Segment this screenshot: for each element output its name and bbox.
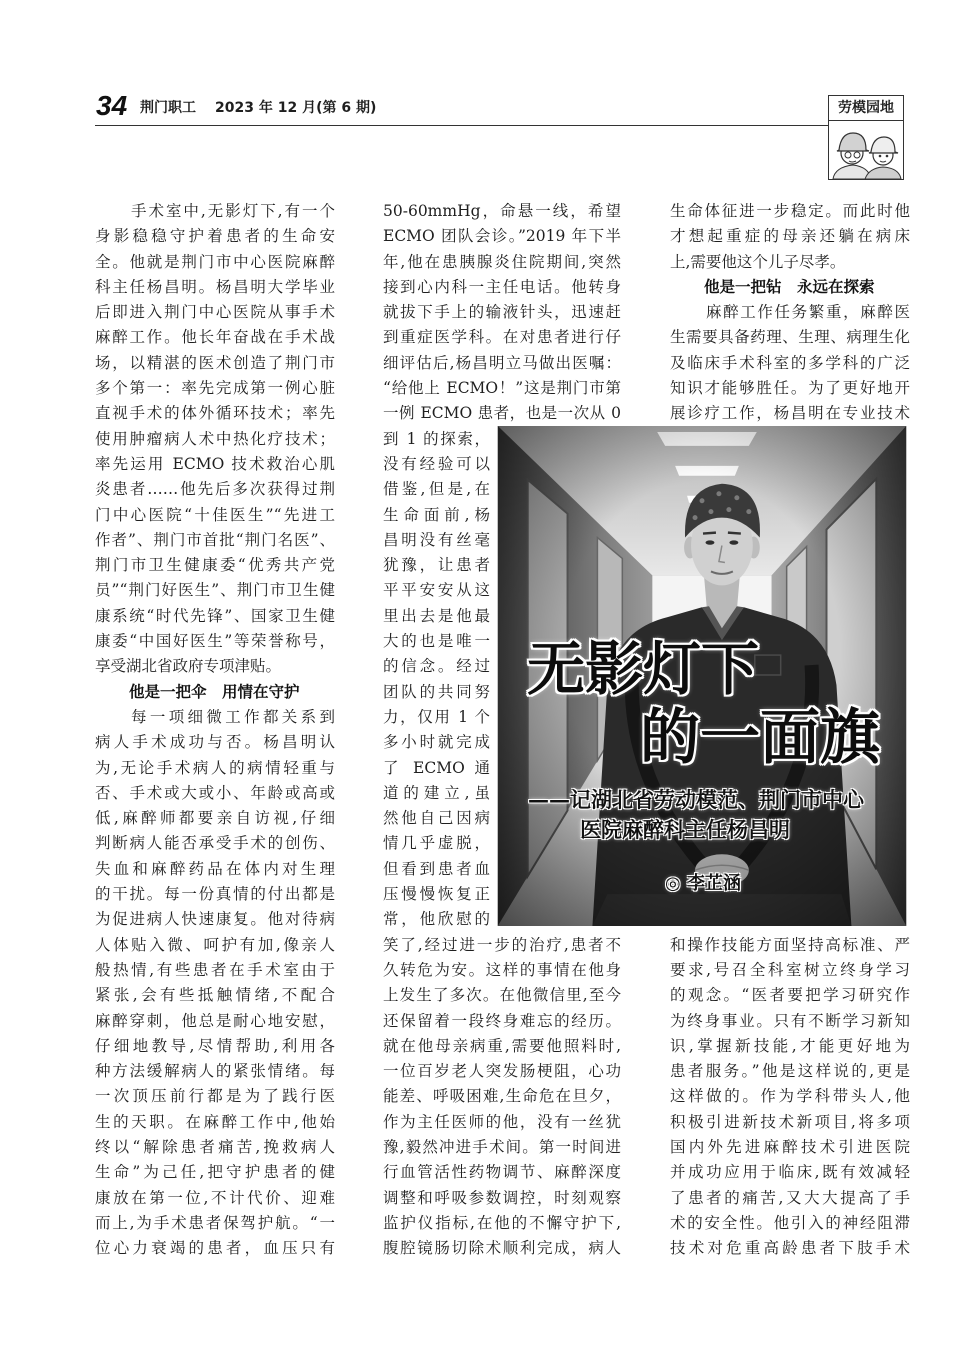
text-line: 并成功应用于临床,既有效减轻: [670, 1163, 910, 1182]
text-line: 的观念。“医者要把学习研究作: [670, 986, 910, 1005]
text-line: 能差、呼吸困难,生命危在旦夕，: [383, 1087, 621, 1106]
issue-date: 2023 年 12 月(第 6 期): [215, 100, 377, 116]
text-line: 一例 ECMO 患者，也是一次从 0: [383, 404, 621, 423]
text-line: 技术对危重高龄患者下肢手术: [670, 1239, 910, 1258]
text-line: 而上,为手术患者保驾护航。“一: [95, 1213, 335, 1232]
text-line: 麻醉工作。他长年奋战在手术战: [95, 328, 335, 347]
text-line: 就拔下手上的输液针头，迅速赶: [383, 303, 621, 322]
text-line: 情几乎虚脱，: [383, 834, 490, 853]
text-line: 麻醉穿刺，他总是耐心地安慰，: [95, 1011, 335, 1030]
text-line: 位心力衰竭的患者，血压只有: [95, 1239, 335, 1258]
text-line: 判断病人能否承受手术的创伤、: [95, 834, 335, 853]
text-line: 般热情,有些患者在手术室由于: [95, 960, 335, 979]
paragraph: [383, 199, 621, 427]
section-heading: 他是一把伞 用情在守护: [129, 682, 300, 701]
text-line: 要求,号召全科室树立终身学习: [670, 960, 910, 979]
text-line: 才想起重症的母亲还躺在病床: [670, 227, 910, 246]
text-line: 里出去是他最: [383, 606, 490, 625]
text-line: 上,需要他这个儿子尽孝。: [670, 252, 846, 271]
text-line: 科主任杨昌明。杨昌明大学毕业: [95, 277, 335, 296]
article-subtitle-line-2: 医院麻醉科主任杨昌明: [580, 817, 790, 842]
text-line: 生命体征进一步稳定。而此时他: [670, 202, 910, 220]
text-line: 调整和呼吸参数调控，时刻观察: [383, 1188, 621, 1207]
text-line: 场，以精湛的医术创造了荆门市: [95, 353, 335, 372]
article-title-line-1: 无影灯下: [527, 635, 760, 703]
text-line: 直视手术的体外循环技术；率先: [95, 404, 335, 423]
text-line: 然他自己因病: [383, 809, 490, 828]
text-line: 为,无论手术病人的病情轻重与: [95, 758, 335, 777]
text-line: 犹豫，让患者: [383, 556, 490, 575]
text-line: 力，仅用 1 个: [383, 707, 490, 726]
text-line: 久转危为安。这样的事情在他身: [383, 960, 621, 979]
section-tag: 劳模园地: [828, 95, 904, 121]
text-line: ECMO 团队会诊。”2019 年下半: [383, 227, 621, 246]
text-line: 一次顶压前行都是为了践行医: [95, 1087, 335, 1106]
text-line: 终以“解除患者痛苦,挽救病人: [95, 1137, 335, 1156]
text-line: 生命”为己任,把守护患者的健: [95, 1163, 335, 1182]
text-line: 接到心内科一主任电话。他转身: [383, 277, 621, 296]
text-line: 率先运用 ECMO 技术救治心肌: [95, 454, 335, 473]
text-line: 大的也是唯一: [383, 632, 490, 651]
text-line: 术的安全性。他引入的神经阻滞: [670, 1213, 910, 1232]
text-line: 到 1 的探索，: [383, 429, 490, 448]
text-line: 病人手术成功与否。杨昌明认: [95, 733, 335, 752]
text-line: 康系统“时代先锋”、国家卫生健: [95, 606, 335, 625]
text-line: 多个第一：率先完成第一例心脏: [95, 379, 335, 398]
text-line: 全。他就是荆门市中心医院麻醉: [95, 252, 335, 271]
paragraph: [670, 933, 910, 1262]
text-line: 了患者的痛苦,又大大提高了手: [670, 1188, 910, 1207]
text-line: 上发生了多次。在他微信里,至今: [383, 986, 621, 1005]
text-line: 康委“中国好医生”等荣誉称号，: [95, 632, 335, 651]
publication-name: 荆门职工: [140, 100, 196, 116]
text-line: 国内外先进麻醉技术引进医院: [670, 1138, 910, 1157]
text-line: 和操作技能方面坚持高标准、严: [670, 935, 910, 954]
text-line: 身影稳稳守护着患者的生命安: [95, 227, 335, 246]
text-line: 紧张,会有些抵触情绪,不配合: [95, 986, 335, 1005]
text-line: 压慢慢恢复正: [383, 885, 490, 904]
text-line: 就在他母亲病重,需要他照料时,: [383, 1036, 621, 1055]
text-line: 否、手术或大或小、年龄或高或: [95, 783, 335, 802]
text-line: 年,他在患胰腺炎住院期间,突然: [383, 252, 621, 271]
paragraph: [95, 705, 335, 1262]
text-line: 积极引进新技术新项目,将多项: [670, 1112, 910, 1131]
text-line: 手术室中,无影灯下,有一个: [131, 202, 335, 220]
text-line: 生需要具备药理、生理、病理生化: [670, 328, 910, 347]
text-line: 展诊疗工作，杨昌明在专业技术: [670, 404, 910, 423]
text-line: 的信念。经过: [383, 657, 490, 676]
text-line: 一位百岁老人突发肠梗阻，心功: [383, 1062, 621, 1081]
text-line: 豫,毅然冲进手术间。第一时间进: [383, 1137, 621, 1156]
text-line: 平平安安从这: [383, 581, 490, 600]
text-line: 低,麻醉师都要亲自访视,仔细: [95, 809, 335, 828]
text-line: 知识才能够胜任。为了更好地开: [670, 379, 910, 398]
text-line: 为促进病人快速康复。他对待病: [95, 910, 335, 929]
text-line: 患者服务。”他是这样说的,更是: [670, 1062, 910, 1081]
author-byline: ◎ 李芷涵: [665, 873, 741, 894]
text-line: 了 ECMO 通: [383, 758, 490, 777]
paragraph: [383, 933, 621, 1262]
text-line: 麻醉工作任务繁重，麻醉医: [706, 303, 910, 322]
text-line: 借鉴,但是,在: [383, 480, 490, 499]
text-line: 种方法缓解病人的紧张情绪。每: [95, 1062, 335, 1081]
text-line: 多小时就完成: [383, 733, 490, 752]
text-line: 行血管活性药物调节、麻醉深度: [383, 1163, 621, 1182]
text-line: 笑了,经过进一步的治疗,患者不: [383, 935, 621, 954]
text-line: 仔细地教导,尽情帮助,利用各: [95, 1036, 335, 1055]
text-line: 还保留着一段终身难忘的经历。: [383, 1011, 621, 1030]
paragraph: [670, 199, 910, 275]
article-subtitle-line-1: ——记湖北省劳动模范、荆门市中心: [528, 787, 864, 812]
header-rule: [95, 125, 828, 126]
text-line: 人体贴入微、呵护有加,像亲人: [95, 935, 335, 954]
text-line: 后即进入荆门中心医院从事手术: [95, 303, 335, 322]
text-line: 没有经验可以: [383, 454, 490, 473]
text-line: 失血和麻醉药品在体内对生理: [95, 859, 335, 878]
text-line: 道的建立,虽: [383, 783, 490, 802]
paragraph-wrap-around-photo: [383, 427, 490, 933]
text-line: 员”“荆门好医生”、荆门市卫生健: [95, 581, 335, 600]
text-line: 识,掌握新技能,才能更好地为: [670, 1036, 910, 1055]
text-line: 使用肿瘤病人术中热化疗技术；: [95, 429, 335, 448]
text-line: 享受湖北省政府专项津贴。: [95, 657, 282, 676]
text-line: 及临床手术科室的多学科的广泛: [670, 353, 910, 372]
paragraph: [95, 199, 335, 680]
text-line: 每一项细微工作都关系到: [131, 707, 335, 726]
article-title-line-2: 的一面旗: [640, 703, 880, 773]
text-line: 团队的共同努: [383, 682, 490, 701]
text-line: 但看到患者血: [383, 859, 490, 878]
text-line: 炎患者……他先后多次获得过荆: [95, 480, 335, 499]
text-line: 作者”、荆门市首批“荆门名医”、: [95, 530, 335, 549]
text-line: 门中心医院“十佳医生”“先进工: [95, 505, 335, 524]
text-line: 腹腔镜肠切除术顺利完成，病人: [383, 1239, 621, 1258]
text-line: 生命面前,杨: [383, 505, 490, 524]
text-line: 这样做的。作为学科带头人,他: [670, 1087, 910, 1106]
page-number: 34: [96, 90, 128, 121]
text-line: 的干扰。每一份真情的付出都是: [95, 885, 335, 904]
text-line: “给他上 ECMO！”这是荆门市第: [383, 379, 621, 398]
text-line: 荆门市卫生健康委“优秀共产党: [95, 556, 335, 575]
text-line: 50-60mmHg，命悬一线，希望: [383, 202, 621, 220]
text-column-1: [95, 199, 335, 1261]
text-line: 监护仪指标,在他的不懈守护下,: [383, 1213, 621, 1232]
text-line: 到重症医学科。在对患者进行仔: [383, 328, 621, 347]
text-line: 为终身事业。只有不断学习新知: [670, 1011, 910, 1030]
section-heading: 他是一把钻 永远在探索: [704, 277, 875, 296]
text-line: 常，他欣慰的: [383, 910, 490, 929]
text-line: 细评估后,杨昌明立马做出医嘱：: [383, 353, 621, 372]
text-line: 生的天职。在麻醉工作中,他始: [95, 1112, 335, 1131]
paragraph: [670, 300, 910, 426]
workers-illustration-icon: [828, 120, 904, 180]
text-line: 康放在第一位,不计代价、迎难: [95, 1188, 335, 1207]
text-line: 作为主任医师的他，没有一丝犹: [383, 1112, 621, 1131]
text-line: 昌明没有丝毫: [383, 530, 490, 549]
